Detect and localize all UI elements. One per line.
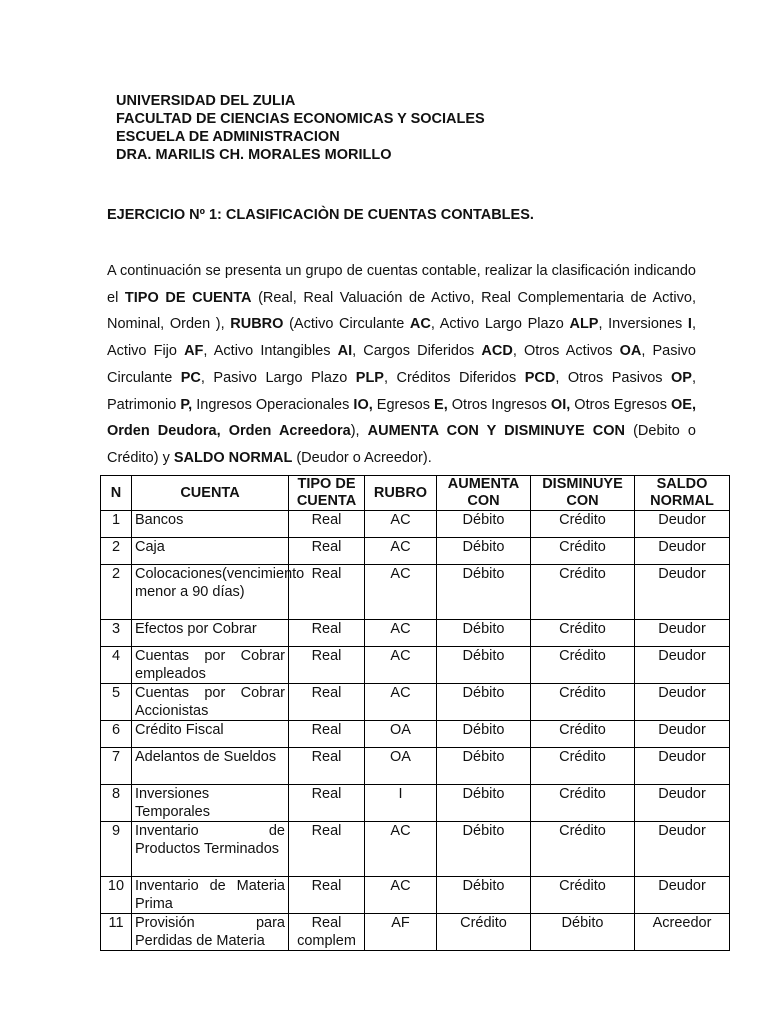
intro-text-run: ACD <box>481 343 513 360</box>
table-row <box>101 511 730 538</box>
cell-aumenta: Crédito <box>437 914 531 951</box>
cell-aumenta: Débito <box>437 511 531 538</box>
table-row <box>101 822 730 877</box>
cell-tipo: Real <box>289 565 365 620</box>
intro-text-run: RUBRO <box>230 316 284 333</box>
table-row <box>101 620 730 647</box>
cell-tipo: Real <box>289 538 365 565</box>
cell-number: 8 <box>101 785 132 822</box>
exercise-title: EJERCICIO Nº 1: CLASIFICACIÒN DE CUENTAS CONTABLES. <box>107 207 534 223</box>
cell-number: 4 <box>101 647 132 684</box>
cell-aumenta: Débito <box>437 565 531 620</box>
table-row <box>101 914 730 951</box>
cell-rubro: AC <box>365 538 437 565</box>
header-aumenta: AUMENTA CON <box>437 476 531 511</box>
cell-tipo: Real <box>289 877 365 914</box>
intro-text-run: OA <box>619 343 642 360</box>
cell-disminuye: Crédito <box>531 748 635 785</box>
header-disminuye: DISMINUYE CON <box>531 476 635 511</box>
cell-disminuye: Crédito <box>531 565 635 620</box>
intro-text-run: (Activo Circulante <box>283 316 410 333</box>
intro-text-run: , Pasivo Circulante <box>107 343 697 386</box>
intro-text-run: , Créditos Diferidos <box>383 369 525 386</box>
cell-saldo: Deudor <box>635 785 730 822</box>
cell-disminuye: Débito <box>531 914 635 951</box>
cell-disminuye: Crédito <box>531 647 635 684</box>
intro-text-run: , Activo Largo Plazo <box>430 316 570 333</box>
cell-number: 7 <box>101 748 132 785</box>
intro-text-run: , Otros Activos <box>512 343 620 360</box>
cell-cuenta: Inventario de Materia Prima <box>132 877 289 914</box>
intro-text-run: PLP <box>355 369 384 386</box>
cell-cuenta: Cuentas por Cobrar empleados <box>132 647 289 684</box>
cell-aumenta: Débito <box>437 721 531 748</box>
document-header <box>116 92 485 164</box>
cell-rubro: AF <box>365 914 437 951</box>
instructions-paragraph <box>107 258 696 472</box>
intro-text-run: IO, <box>353 396 373 413</box>
cell-number: 3 <box>101 620 132 647</box>
intro-text-run: , Activo Intangibles <box>203 343 338 360</box>
cell-tipo: Real <box>289 721 365 748</box>
intro-text-run: AI <box>337 343 353 360</box>
cell-cuenta: Crédito Fiscal <box>132 721 289 748</box>
cell-cuenta: Efectos por Cobrar <box>132 620 289 647</box>
cell-disminuye: Crédito <box>531 877 635 914</box>
cell-number: 6 <box>101 721 132 748</box>
cell-tipo: Real <box>289 748 365 785</box>
table-row <box>101 877 730 914</box>
cell-tipo: Real complem <box>289 914 365 951</box>
cell-cuenta: Cuentas por Cobrar Accionistas <box>132 684 289 721</box>
intro-text-run: , Otros Pasivos <box>555 369 672 386</box>
cell-aumenta: Débito <box>437 538 531 565</box>
cell-number: 10 <box>101 877 132 914</box>
cell-disminuye: Crédito <box>531 511 635 538</box>
intro-text-run: Egresos <box>372 396 435 413</box>
intro-text-run: E, <box>434 396 448 413</box>
cell-saldo: Deudor <box>635 620 730 647</box>
cell-saldo: Deudor <box>635 822 730 877</box>
header-n: N <box>101 476 132 511</box>
intro-text-run: P, <box>180 396 193 413</box>
cell-number: 1 <box>101 511 132 538</box>
intro-text-run: AUMENTA CON Y DISMINUYE CON <box>367 423 626 440</box>
cell-tipo: Real <box>289 785 365 822</box>
cell-disminuye: Crédito <box>531 684 635 721</box>
cell-tipo: Real <box>289 822 365 877</box>
header-rubro: RUBRO <box>365 476 437 511</box>
cell-tipo: Real <box>289 647 365 684</box>
cell-saldo: Deudor <box>635 721 730 748</box>
cell-disminuye: Crédito <box>531 721 635 748</box>
header-cuenta: CUENTA <box>132 476 289 511</box>
intro-text-run: (Deudor o Acreedor). <box>292 449 432 466</box>
cell-aumenta: Débito <box>437 748 531 785</box>
intro-text-run: PC <box>180 369 201 386</box>
cell-tipo: Real <box>289 511 365 538</box>
cell-disminuye: Crédito <box>531 620 635 647</box>
cell-number: 2 <box>101 538 132 565</box>
cell-cuenta: Colocaciones(vencimiento menor a 90 días) <box>132 565 289 620</box>
author-name: DRA. MARILIS CH. MORALES MORILLO <box>116 147 392 163</box>
intro-text-run: (Debito o Crédito) y <box>107 423 696 466</box>
accounts-table <box>100 475 730 951</box>
cell-rubro: AC <box>365 620 437 647</box>
intro-text-run: ALP <box>569 316 599 333</box>
cell-saldo: Deudor <box>635 647 730 684</box>
intro-text-run: OE, Orden Deudora, Orden Acreedora <box>107 396 697 440</box>
cell-aumenta: Débito <box>437 822 531 877</box>
cell-rubro: AC <box>365 647 437 684</box>
cell-disminuye: Crédito <box>531 538 635 565</box>
table-row <box>101 538 730 565</box>
cell-number: 2 <box>101 565 132 620</box>
cell-cuenta: Inventario de Productos Terminados <box>132 822 289 877</box>
cell-saldo: Deudor <box>635 511 730 538</box>
intro-text-run: , Cargos Diferidos <box>352 343 482 360</box>
intro-text-run: , Pasivo Largo Plazo <box>200 369 356 386</box>
intro-text-run: (Real, Real Valuación de Activo, Real Complementaria de Activo, Nominal, Orden ), <box>107 289 696 333</box>
cell-cuenta: Caja <box>132 538 289 565</box>
faculty-name: FACULTAD DE CIENCIAS ECONOMICAS Y SOCIALES <box>116 111 485 127</box>
cell-cuenta: Adelantos de Sueldos <box>132 748 289 785</box>
table-row <box>101 565 730 620</box>
cell-rubro: I <box>365 785 437 822</box>
table-header-row <box>101 476 730 511</box>
cell-aumenta: Débito <box>437 877 531 914</box>
cell-saldo: Deudor <box>635 684 730 721</box>
cell-rubro: AC <box>365 511 437 538</box>
cell-saldo: Deudor <box>635 748 730 785</box>
cell-tipo: Real <box>289 620 365 647</box>
intro-text-run: , Activo Fijo <box>107 316 696 360</box>
table-row <box>101 748 730 785</box>
cell-rubro: OA <box>365 721 437 748</box>
intro-text-run: AC <box>409 316 431 333</box>
cell-aumenta: Débito <box>437 684 531 721</box>
table-row <box>101 721 730 748</box>
cell-cuenta: Inversiones Temporales <box>132 785 289 822</box>
intro-text-run: OI, <box>550 396 571 413</box>
intro-text-run: OP <box>671 369 692 386</box>
cell-aumenta: Débito <box>437 620 531 647</box>
table-row <box>101 647 730 684</box>
school-name: ESCUELA DE ADMINISTRACION <box>116 129 340 145</box>
cell-rubro: AC <box>365 822 437 877</box>
header-tipo: TIPO DE CUENTA <box>289 476 365 511</box>
intro-text-run: , Patrimonio <box>107 369 697 413</box>
cell-aumenta: Débito <box>437 785 531 822</box>
header-saldo: SALDO NORMAL <box>635 476 730 511</box>
intro-text-run: Ingresos Operacionales <box>192 396 354 413</box>
university-name: UNIVERSIDAD DEL ZULIA <box>116 93 296 109</box>
cell-saldo: Deudor <box>635 877 730 914</box>
cell-number: 5 <box>101 684 132 721</box>
cell-tipo: Real <box>289 684 365 721</box>
cell-cuenta: Provisión para Perdidas de Materia <box>132 914 289 951</box>
cell-saldo: Acreedor <box>635 914 730 951</box>
intro-text-run: A continuación se presenta un grupo de cuentas contable, realizar la clasificación indicando el <box>107 263 696 306</box>
cell-disminuye: Crédito <box>531 822 635 877</box>
cell-aumenta: Débito <box>437 647 531 684</box>
intro-text-run: ), <box>350 423 368 440</box>
cell-number: 9 <box>101 822 132 877</box>
intro-text-run: SALDO NORMAL <box>173 449 293 466</box>
cell-cuenta: Bancos <box>132 511 289 538</box>
cell-disminuye: Crédito <box>531 785 635 822</box>
intro-text-run: TIPO DE CUENTA <box>124 289 252 306</box>
table-row <box>101 785 730 822</box>
intro-text-run: AF <box>184 343 204 360</box>
intro-text-run: Otros Ingresos <box>447 396 551 413</box>
cell-rubro: AC <box>365 877 437 914</box>
cell-saldo: Deudor <box>635 565 730 620</box>
cell-rubro: OA <box>365 748 437 785</box>
cell-saldo: Deudor <box>635 538 730 565</box>
intro-text-run: Otros Egresos <box>570 396 672 413</box>
cell-rubro: AC <box>365 565 437 620</box>
intro-text-run: , Inversiones <box>598 316 688 333</box>
table-row <box>101 684 730 721</box>
cell-rubro: AC <box>365 684 437 721</box>
intro-text-run: I <box>687 316 692 333</box>
cell-number: 11 <box>101 914 132 951</box>
intro-text-run: PCD <box>524 369 556 386</box>
